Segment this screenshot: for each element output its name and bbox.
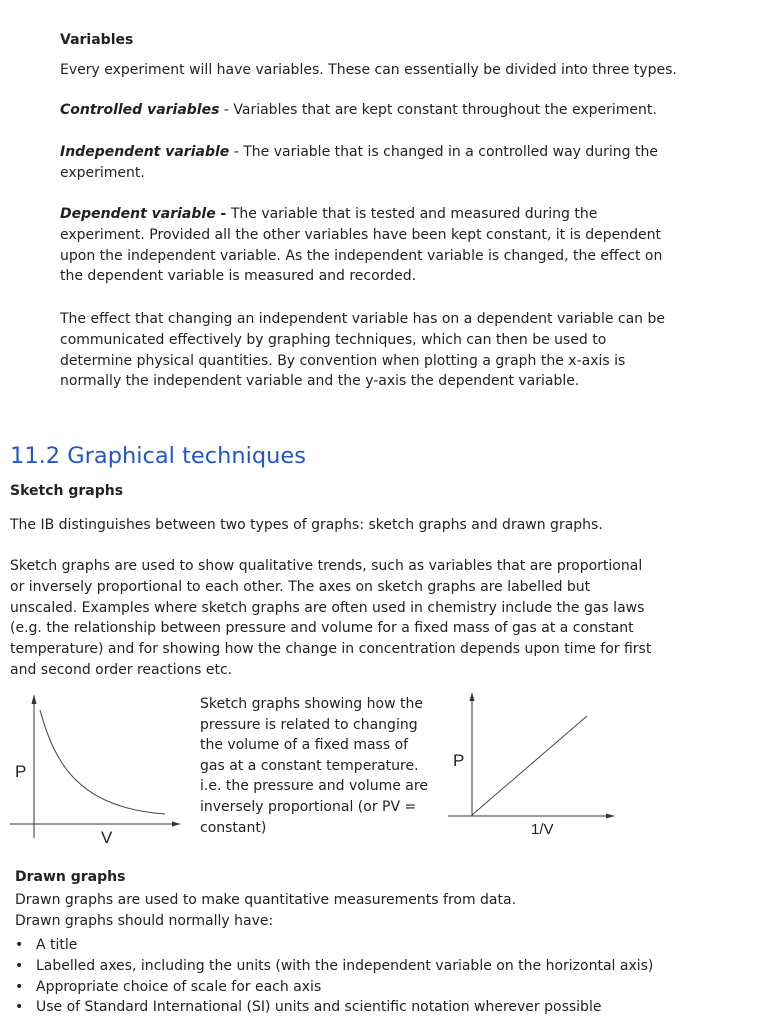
effect-paragraph: The effect that changing an independent variable has on a dependent variable can be communicated effectively by graphing techniques, which can then be used to determine physical quantities. By convention when plotting a graph the x-axis is normally the independent variable and the y-axis the dependent variable. bbox=[60, 311, 665, 390]
proportional-line bbox=[472, 716, 587, 815]
graph-caption: Sketch graphs showing how the pressure is related to changing the volume of a fixed mass of gas at a constant temperature. i.e. the pressure and volume are inversely proportional (or PV = constant) bbox=[200, 696, 428, 836]
graph2-y-arrow bbox=[470, 692, 475, 701]
graph2-x-arrow bbox=[606, 814, 615, 819]
graph1-y-arrow bbox=[32, 694, 37, 704]
variables-heading: Variables bbox=[60, 32, 134, 48]
graph1-x-label: V bbox=[101, 828, 113, 847]
independent-variable-term: Independent variable bbox=[60, 144, 230, 160]
graph2-x-label: 1/V bbox=[531, 821, 554, 838]
pressure-volume-sketch-graph bbox=[0, 690, 195, 850]
list-item: • Labelled axes, including the units (with the independent variable on the horizontal axis) bbox=[15, 956, 653, 977]
dependent-variable-term: Dependent variable - bbox=[60, 206, 227, 222]
dependent-variable-text: The variable that is tested and measured during the experiment. Provided all the other variables have been kept constant, it is dependent upon the independent variable. As the independent variable is changed, the effect on the dependent variable is measured and recorded. bbox=[60, 206, 663, 285]
drawn-graphs-requirements-list bbox=[15, 935, 653, 1018]
controlled-variables-term: Controlled variables bbox=[60, 102, 220, 118]
dependent-variable-definition bbox=[60, 204, 682, 287]
graph1-x-arrow bbox=[172, 822, 181, 827]
controlled-variables-text: - Variables that are kept constant throughout the experiment. bbox=[219, 102, 657, 118]
inverse-curve bbox=[40, 710, 165, 814]
independent-variable-text: - The variable that is changed in a controlled way during the experiment. bbox=[60, 144, 658, 181]
list-item: • Appropriate choice of scale for each axis bbox=[15, 977, 653, 998]
graph-types-paragraph: The IB distinguishes between two types of graphs: sketch graphs and drawn graphs. bbox=[10, 517, 603, 533]
graph1-y-label: P bbox=[15, 762, 27, 781]
section-title: 11.2 Graphical techniques bbox=[10, 443, 306, 469]
sketch-graphs-heading: Sketch graphs bbox=[10, 483, 124, 499]
drawn-graphs-heading: Drawn graphs bbox=[15, 869, 126, 885]
pressure-reciprocal-volume-sketch-graph bbox=[440, 688, 620, 848]
independent-variable-definition bbox=[60, 142, 660, 184]
list-item: • A title bbox=[15, 935, 653, 956]
drawn-graphs-line2: Drawn graphs should normally have: bbox=[15, 913, 274, 929]
drawn-graphs-line1: Drawn graphs are used to make quantitative measurements from data. bbox=[15, 892, 517, 908]
controlled-variables-definition bbox=[60, 100, 710, 121]
sketch-graphs-paragraph: Sketch graphs are used to show qualitative trends, such as variables that are proportional or inversely proportional to each other. The axes on sketch graphs are labelled but unscaled. Examples where sketch graphs are often used in chemistry include the gas laws (e.g. the relationship between pressure and volume for a fixed mass of gas at a constant temperature) and for showing how the change in concentration depends upon time for first and second order reactions etc. bbox=[10, 558, 652, 678]
list-item: • Use of Standard International (SI) units and scientific notation wherever possible bbox=[15, 997, 653, 1018]
graph2-y-label: P bbox=[453, 751, 465, 770]
variables-intro: Every experiment will have variables. These can essentially be divided into three types. bbox=[60, 62, 677, 78]
